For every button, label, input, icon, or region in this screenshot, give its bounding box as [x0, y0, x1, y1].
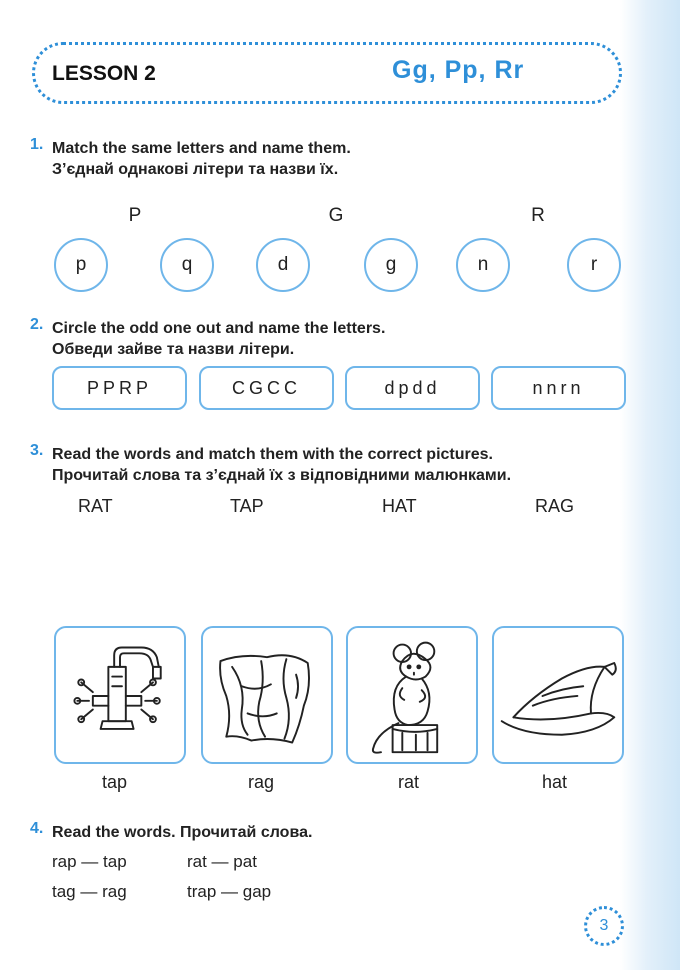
upper-letter-r[interactable]: R [531, 205, 545, 226]
lesson-letters: Gg, Pp, Rr [392, 56, 525, 84]
match-word-4[interactable]: RAG [535, 496, 575, 516]
lower-letter-bubble-4[interactable]: g [364, 238, 418, 292]
exercise-4-instruction: Read the words. Прочитай слова. [52, 824, 313, 841]
odd-one-out-box-1[interactable]: PPRP [52, 366, 187, 410]
picture-box-1[interactable] [54, 626, 186, 764]
rat-icon [348, 628, 476, 762]
hat-icon [494, 628, 622, 762]
faucet-icon [56, 628, 184, 762]
picture-label-3: rat [398, 772, 420, 792]
exercise-4-number: 4. [30, 820, 44, 837]
odd-one-out-box-2[interactable]: CGCC [199, 366, 334, 410]
exercise-1-number: 1. [30, 136, 44, 153]
word-pair-4: trap — gap [187, 882, 272, 901]
page-number: 3 [584, 906, 624, 946]
picture-box-4[interactable] [492, 626, 624, 764]
word-pair-1: rap — tap [52, 852, 127, 871]
lower-letter-bubble-6[interactable]: r [567, 238, 621, 292]
picture-label-4: hat [542, 772, 568, 792]
exercise-2-instruction-ua: Обведи зайве та назви літери. [52, 341, 295, 358]
exercise-3-number: 3. [30, 442, 44, 459]
upper-letter-p[interactable]: P [128, 205, 142, 226]
lower-letter-bubble-5[interactable]: n [456, 238, 510, 292]
exercise-3-instruction-ua: Прочитай слова та з’єднай їх з відповідними малюнками. [52, 467, 512, 484]
odd-one-out-box-4[interactable]: nnrn [491, 366, 626, 410]
decorative-side-band [620, 0, 680, 970]
lower-letter-bubble-1[interactable]: p [54, 238, 108, 292]
exercise-3-instruction-en: Read the words and match them with the correct pictures. [52, 446, 493, 463]
exercise-2-number: 2. [30, 316, 44, 333]
lesson-title: LESSON 2 [52, 62, 156, 85]
picture-label-2: rag [248, 772, 275, 792]
match-word-1[interactable]: RAT [78, 496, 113, 516]
lower-letter-bubble-3[interactable]: d [256, 238, 310, 292]
picture-box-3[interactable] [346, 626, 478, 764]
word-pair-3: tag — rag [52, 882, 127, 901]
exercise-1-instruction [52, 138, 351, 180]
picture-label-1: tap [102, 772, 128, 792]
cloth-icon [203, 628, 331, 762]
exercise-3-instruction [52, 444, 511, 486]
exercise-1-instruction-en: Match the same letters and name them. [52, 140, 351, 157]
exercise-1-instruction-ua: З’єднай однакові літери та назви їх. [52, 161, 339, 178]
picture-box-2[interactable] [201, 626, 333, 764]
exercise-2-instruction-en: Circle the odd one out and name the letters. [52, 320, 386, 337]
exercise-2-instruction [52, 318, 385, 360]
lower-letter-bubble-2[interactable]: q [160, 238, 214, 292]
word-pair-2: rat — pat [187, 852, 257, 871]
upper-letter-g[interactable]: G [328, 205, 344, 226]
match-word-3[interactable]: HAT [382, 496, 417, 516]
match-word-2[interactable]: TAP [230, 496, 264, 516]
odd-one-out-box-3[interactable]: dpdd [345, 366, 480, 410]
